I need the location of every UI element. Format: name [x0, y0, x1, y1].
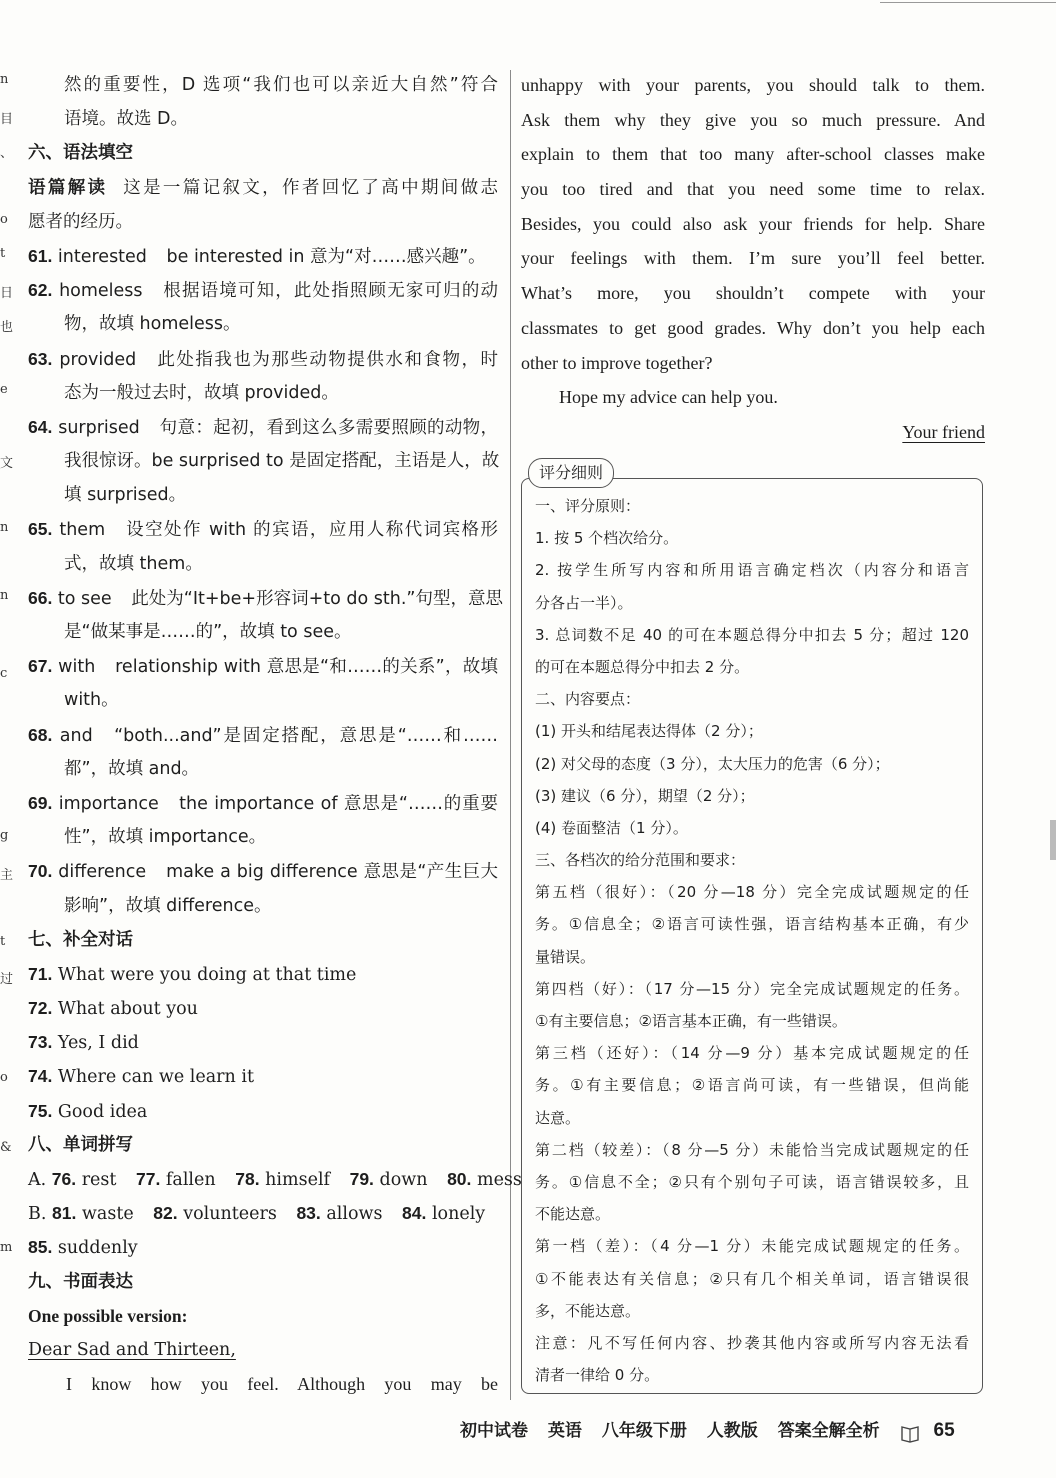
spelling-word: mess	[476, 1170, 522, 1190]
spelling-row-c	[28, 1230, 498, 1264]
answer-keyword: and	[59, 725, 93, 746]
page-number: 65	[933, 1420, 955, 1441]
salutation	[28, 1333, 498, 1367]
spelling-word: himself	[265, 1170, 331, 1190]
left-column	[28, 68, 522, 1402]
item-number: 74.	[28, 1066, 53, 1087]
rubric-line: 第一档（差）：（4 分—1 分）未能完成试题规定的任务。	[535, 1237, 969, 1256]
signoff-text: Your friend	[902, 421, 985, 442]
rubric-line: 多，不能达意。	[535, 1301, 641, 1320]
version-label: One possible version:	[28, 1305, 188, 1326]
dialogue-answer	[28, 957, 498, 991]
spelling-word: volunteers	[183, 1204, 277, 1225]
margin-char: 也	[0, 320, 14, 335]
spelling-word: down	[379, 1170, 428, 1190]
letter-line: Besides, you could also ask your friends for help. Share	[521, 213, 985, 234]
margin-char: 、	[0, 146, 14, 161]
rubric-line: (2) 对父母的态度（3 分），太大压力的危害（6 分）；	[535, 754, 890, 773]
margin-char: n	[0, 520, 9, 535]
rubric-line: 一、评分原则：	[535, 497, 641, 515]
section-writing: 九、书面表达	[28, 1271, 133, 1292]
rubric-line: ①有主要信息；②语言基本正确，有一些错误。	[535, 1012, 847, 1030]
item-number: 79.	[349, 1169, 374, 1189]
answer-item	[28, 239, 498, 273]
dialogue-text: What about you	[57, 999, 198, 1020]
dialogue-text: Yes, I did	[57, 1033, 139, 1054]
answer-explanation: make a big difference 意思是“产生巨大	[166, 862, 498, 883]
answer-item	[28, 410, 498, 444]
row-label: A.	[28, 1170, 47, 1190]
right-column	[521, 68, 985, 450]
spelling-word: allows	[326, 1204, 383, 1225]
rubric-line: 务。①信息不全；②只有个别句子可读，语言错误较多，且	[535, 1172, 969, 1191]
spelling-word: rest	[81, 1170, 117, 1190]
intro-line: 然的重要性，D 选项“我们也可以亲近大自然”符合	[64, 75, 498, 95]
answer-item	[28, 512, 498, 546]
rubric-line: 3. 总词数不足 40 的可在本题总得分中扣去 5 分；超过 120	[535, 625, 969, 644]
answer-keyword: homeless	[59, 281, 143, 302]
item-number: 61.	[28, 245, 53, 266]
item-number: 82.	[153, 1203, 178, 1224]
page-footer	[460, 1414, 969, 1448]
intro-line: 语境。故选 D。	[64, 109, 189, 130]
salutation-text: Dear Sad and Thirteen,	[28, 1339, 236, 1360]
item-number: 77.	[136, 1169, 161, 1189]
binding-margin-fragments	[0, 60, 14, 1310]
item-number: 73.	[28, 1032, 53, 1053]
margin-char: o	[0, 1070, 8, 1085]
margin-char: 目	[0, 112, 14, 127]
answer-explanation: 此处为“It+be+形容词+to do sth.”句型，意思	[131, 588, 503, 609]
answer-keyword: them	[59, 520, 106, 541]
footer-subject: 英语	[547, 1421, 582, 1441]
margin-char: &	[0, 1140, 12, 1155]
rubric-line: 第四档（好）：（17 分—15 分）完全完成试题规定的任务。	[535, 979, 969, 998]
rubric-line: 务。①信息全；②语言可读性强，语言结构基本正确，有少	[535, 915, 969, 934]
footer-edition: 人教版	[706, 1421, 758, 1441]
answer-keyword: importance	[58, 793, 159, 814]
item-number: 65.	[28, 519, 53, 540]
letter-line: unhappy with your parents, you should talk to them.	[521, 75, 985, 95]
item-number: 70.	[28, 861, 53, 882]
rubric-line: 二、内容要点：	[535, 690, 641, 709]
answer-keyword: to see	[57, 588, 112, 609]
rubric-line: 量错误。	[535, 947, 596, 966]
answer-explanation: 设空处作 with 的宾语，应用人称代词宾格形	[126, 520, 498, 541]
edge-mark	[1050, 820, 1056, 860]
margin-char: t	[0, 934, 6, 949]
dialogue-answer	[28, 991, 498, 1025]
dialogue-text: Where can we learn it	[57, 1067, 254, 1088]
rubric-line: 第二档（较差）：（8 分—5 分）未能恰当完成试题规定的任	[535, 1140, 969, 1159]
rubric-line: 清者一律给 0 分。	[535, 1366, 660, 1385]
letter-line: your feelings with them. I’m sure you’ll feel better.	[521, 248, 985, 269]
reading-text: 这是一篇记叙文，作者回忆了高中期间做志	[123, 177, 499, 198]
answer-explanation-line: 填 surprised。	[64, 485, 187, 506]
rubric-line: 达意。	[535, 1108, 581, 1127]
item-number: 69.	[28, 792, 53, 813]
rubric-line: ①不能表达有关信息；②只有几个相关单词，语言错误很	[535, 1269, 969, 1288]
answer-item	[28, 718, 498, 752]
answer-keyword: with	[58, 657, 96, 678]
answer-explanation-line: 物，故填 homeless。	[64, 314, 241, 335]
answer-explanation-line: 是“做某事是……的”，故填 to see。	[64, 622, 352, 642]
margin-char: g	[0, 828, 9, 843]
reading-text-line: 愿者的经历。	[28, 211, 133, 232]
dialogue-answer	[28, 1059, 498, 1093]
letter-line: you too tired and that you need some time to relax.	[521, 179, 985, 200]
letter-line: classmates to get good grades. Why don’t you help each	[521, 317, 985, 338]
spelling-word: fallen	[165, 1170, 216, 1190]
margin-char: n	[0, 588, 9, 603]
rubric-line: (1) 开头和结尾表达得体（2 分）；	[535, 722, 763, 741]
rubric-line: 务。①有主要信息；②语言尚可读，有一些错误，但尚能	[535, 1076, 969, 1095]
answer-explanation-line: 式，故填 them。	[64, 553, 203, 574]
margin-char: t	[0, 246, 6, 261]
letter-closing: Hope my advice can help you.	[559, 387, 778, 408]
spelling-word: waste	[81, 1204, 134, 1225]
answer-item	[28, 649, 498, 683]
answer-explanation-line: 影响”，故填 difference。	[64, 895, 272, 916]
answer-explanation: 根据语境可知，此处指照顾无家可归的动	[163, 281, 498, 302]
answer-item	[28, 581, 503, 615]
item-number: 71.	[28, 963, 53, 984]
rubric-line: 第三档（还好）：（14 分—9 分）基本完成试题规定的任	[535, 1044, 969, 1063]
spelling-row-b	[28, 1196, 498, 1230]
rubric-line: 分各占一半）。	[535, 593, 633, 612]
answer-explanation: relationship with 意思是“和……的关系”，故填	[115, 657, 498, 678]
letter-line: explain to them that too many after-school classes make	[521, 144, 985, 165]
answer-keyword: surprised	[58, 417, 140, 438]
answer-explanation-line: 我很惊讶。be surprised to 是固定搭配，主语是人，故	[64, 451, 500, 472]
letter-line: What’s more, you shouldn’t compete with your	[521, 283, 985, 304]
rubric-line: 不能达意。	[535, 1205, 611, 1224]
footer-answer: 答案全解全析	[777, 1421, 880, 1441]
item-number: 84.	[402, 1203, 427, 1224]
section-complete-dialogue: 七、补全对话	[28, 929, 133, 950]
answer-explanation: be interested in 意为“对……感兴趣”。	[166, 246, 486, 267]
rubric-line: 的可在本题总得分中扣去 2 分。	[535, 657, 750, 676]
reading-label: 语篇解读	[28, 177, 108, 198]
letter-signoff	[521, 415, 985, 450]
answer-item	[28, 342, 498, 376]
rubric-line: 注意：凡不写任何内容、抄袭其他内容或所写内容无法看	[535, 1333, 969, 1352]
answer-explanation-line: with。	[64, 690, 119, 711]
item-number: 62.	[28, 280, 53, 301]
item-number: 67.	[28, 656, 53, 677]
footer-series: 初中试卷	[460, 1421, 528, 1441]
answer-explanation: 此处指我也为那些动物提供水和食物，时	[157, 349, 498, 370]
spelling-word: suddenly	[57, 1238, 138, 1259]
rubric-line: (3) 建议（6 分），期望（2 分）；	[535, 786, 755, 805]
margin-char: m	[0, 1240, 13, 1255]
answer-item	[28, 854, 498, 888]
item-number: 66.	[28, 587, 53, 608]
rubric-line: 1. 按 5 个档次给分。	[535, 529, 679, 548]
reading-summary	[28, 171, 498, 205]
rubric-tag: 评分细则	[528, 458, 614, 488]
item-number: 75.	[28, 1100, 53, 1121]
top-rule	[880, 2, 1056, 3]
rubric-line: (4) 卷面整洁（1 分）。	[535, 818, 688, 837]
dialogue-answer	[28, 1025, 498, 1059]
dialogue-text: What were you doing at that time	[57, 964, 357, 985]
rubric-line: 2. 按学生所写内容和所用语言确定档次（内容分和语言	[535, 561, 969, 580]
answer-item	[28, 273, 498, 307]
answer-keyword: difference	[58, 862, 147, 883]
letter-line: Ask them why they give you so much pressure. And	[521, 109, 985, 130]
spelling-word: lonely	[431, 1204, 486, 1225]
row-label: B.	[28, 1204, 47, 1225]
item-number: 81.	[52, 1203, 77, 1224]
answer-explanation: 句意：起初，看到这么多需要照顾的动物，	[159, 417, 498, 438]
margin-char: e	[0, 382, 8, 397]
section-word-spelling: 八、单词拼写	[28, 1134, 133, 1155]
margin-char: o	[0, 212, 8, 227]
rubric-line: 第五档（很好）：（20 分—18 分）完全完成试题规定的任	[535, 883, 969, 902]
answer-explanation-line: 态为一般过去时，故填 provided。	[64, 382, 339, 403]
answer-item	[28, 786, 498, 820]
letter-line: I know how you feel. Although you may be	[66, 1374, 498, 1395]
item-number: 85.	[28, 1237, 53, 1258]
item-number: 78.	[235, 1169, 260, 1189]
item-number: 80.	[447, 1169, 472, 1189]
rubric-body	[535, 490, 969, 1391]
answer-explanation-line: 性”，故填 importance。	[64, 827, 267, 848]
item-number: 64.	[28, 416, 53, 437]
margin-char: c	[0, 666, 8, 681]
margin-char: 日	[0, 286, 14, 301]
spelling-row-a	[28, 1162, 522, 1196]
dialogue-text: Good idea	[57, 1101, 148, 1122]
answer-keyword: provided	[59, 349, 137, 370]
margin-char: n	[0, 72, 9, 87]
rubric-line: 三、各档次的给分范围和要求：	[535, 851, 746, 870]
footer-grade: 八年级下册	[601, 1421, 687, 1441]
margin-char: 主	[0, 868, 14, 883]
book-icon	[900, 1421, 920, 1441]
column-divider	[510, 70, 511, 1400]
answer-explanation: the importance of 意思是“……的重要	[179, 793, 498, 814]
answer-explanation-line: 都”，故填 and。	[64, 758, 200, 779]
answer-explanation: “both...and”是固定搭配，意思是“……和……	[114, 725, 498, 746]
item-number: 83.	[296, 1203, 321, 1224]
margin-char: 过	[0, 972, 14, 987]
margin-char: 文	[0, 456, 14, 471]
item-number: 72.	[28, 998, 53, 1019]
letter-line: other to improve together?	[521, 352, 713, 373]
item-number: 68.	[28, 724, 53, 745]
item-number: 76.	[51, 1169, 77, 1189]
section-grammar-fill: 六、语法填空	[28, 143, 133, 164]
answer-keyword: interested	[57, 246, 147, 267]
item-number: 63.	[28, 348, 53, 369]
dialogue-answer	[28, 1094, 498, 1128]
